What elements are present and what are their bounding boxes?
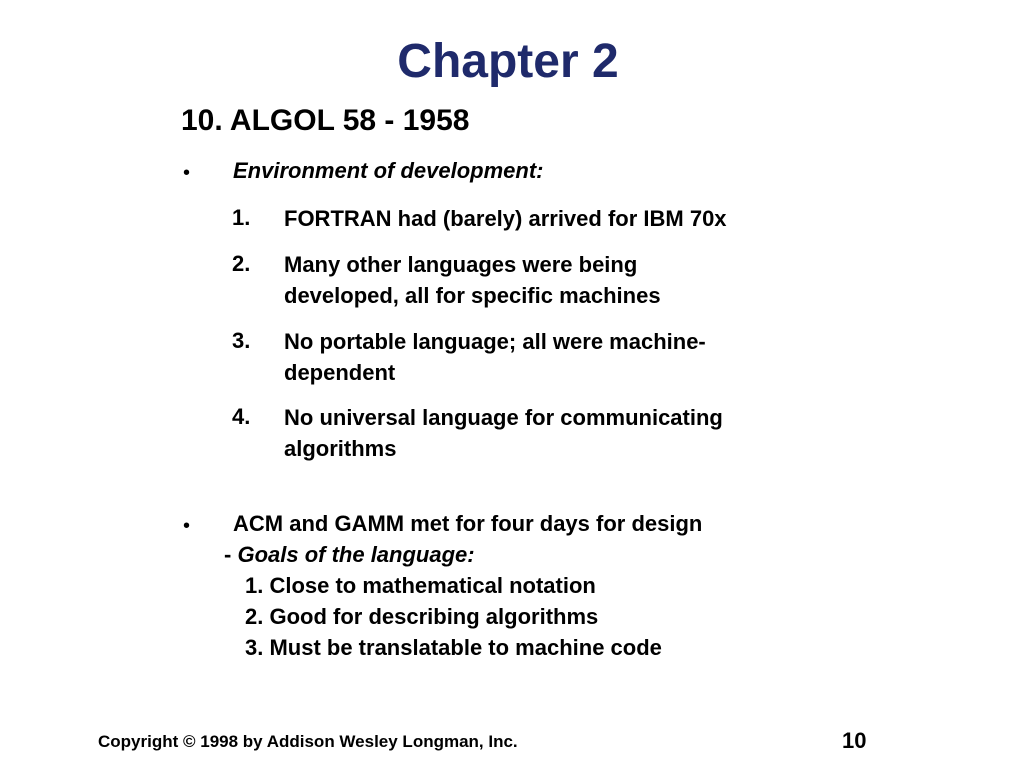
- goal-item: 2. Good for describing algorithms: [245, 604, 599, 629]
- goals-label: Goals of the language:: [237, 542, 475, 567]
- list-item-line: developed, all for specific machines: [284, 283, 661, 308]
- list-item-line: dependent: [284, 360, 396, 385]
- goal-item: 3. Must be translatable to machine code: [245, 635, 662, 660]
- list-item-line: No universal language for communicating: [284, 405, 723, 430]
- goal-item: 1. Close to mathematical notation: [245, 573, 596, 598]
- goals-dash: -: [224, 542, 238, 567]
- list-item-line: No portable language; all were machine-: [284, 329, 706, 354]
- list-item-number: 3.: [232, 328, 251, 353]
- bullet-acm-text: ACM and GAMM met for four days for design: [233, 511, 703, 536]
- copyright-footer: Copyright © 1998 by Addison Wesley Longman, Inc.: [98, 732, 518, 751]
- list-item: [284, 203, 824, 234]
- slide-title: Chapter 2: [397, 35, 619, 88]
- goals-heading: [224, 540, 475, 570]
- bullet-marker: •: [183, 515, 191, 537]
- list-item-line: algorithms: [284, 436, 397, 461]
- list-item-line: FORTRAN had (barely) arrived for IBM 70x: [284, 206, 727, 231]
- page-number: 10: [842, 728, 867, 753]
- list-item-number: 4.: [232, 404, 251, 429]
- list-item-line: Many other languages were being: [284, 252, 638, 277]
- bullet-environment-label: Environment of development:: [233, 158, 544, 183]
- list-item-number: 2.: [232, 251, 251, 276]
- list-item: [284, 249, 824, 311]
- list-item: [284, 402, 824, 464]
- list-item-number: 1.: [232, 205, 251, 230]
- bullet-marker: •: [183, 162, 191, 184]
- section-heading: 10. ALGOL 58 - 1958: [181, 104, 470, 137]
- list-item: [284, 326, 824, 388]
